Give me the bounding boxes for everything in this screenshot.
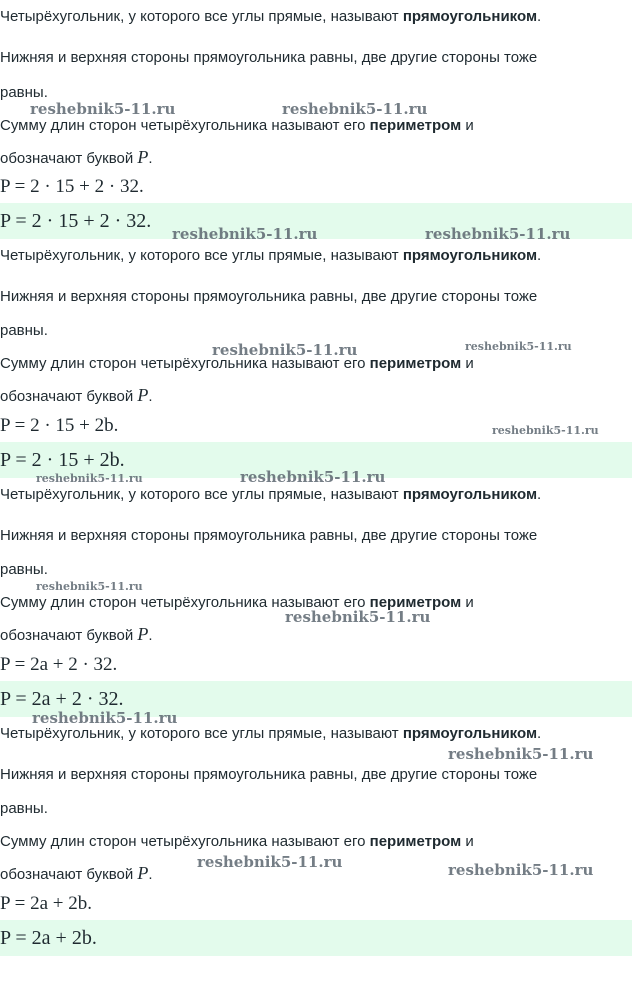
perimeter-notation — [0, 148, 632, 168]
answer-formula: P = 2a + 2b. — [0, 927, 97, 949]
perimeter-formula: P = 2 · 15 + 2b. — [0, 415, 119, 436]
sides-statement-end: равны. — [0, 84, 48, 101]
punctuation: . — [148, 866, 153, 883]
definition-text: Четырёхугольник, у которого все углы прямые, называют — [0, 247, 403, 264]
watermark: reshebnik5-11.ru — [285, 608, 431, 626]
watermark: reshebnik5-11.ru — [448, 861, 594, 879]
term-perimeter: периметром — [369, 833, 462, 850]
punctuation: . — [148, 627, 153, 644]
definition-text: Сумму длин сторон четырёхугольника называют его — [0, 594, 370, 611]
definition-text: Четырёхугольник, у которого все углы прямые, называют — [0, 8, 403, 25]
variable-p: P — [137, 385, 149, 405]
definition-text: и — [461, 117, 474, 134]
term-rectangle: прямоугольником — [402, 247, 538, 264]
definition-text: Сумму длин сторон четырёхугольника называют его — [0, 833, 370, 850]
watermark: reshebnik5-11.ru — [212, 341, 358, 359]
term-perimeter: периметром — [369, 355, 462, 372]
notation-text: обозначают буквой — [0, 627, 138, 644]
definition-perimeter — [0, 833, 632, 851]
sides-statement-end: равны. — [0, 322, 48, 339]
variable-p: P — [137, 863, 149, 883]
definition-perimeter — [0, 594, 632, 612]
definition-text: Четырёхугольник, у которого все углы прямые, называют — [0, 486, 403, 503]
term-rectangle: прямоугольником — [402, 725, 538, 742]
punctuation: . — [148, 388, 153, 405]
definition-text: и — [461, 355, 474, 372]
definition-rectangle — [0, 247, 632, 265]
variable-p: P — [137, 624, 149, 644]
watermark: reshebnik5-11.ru — [32, 709, 178, 727]
definition-text: и — [461, 833, 474, 850]
definition-rectangle — [0, 8, 632, 26]
punctuation: . — [537, 725, 542, 742]
sides-statement: Нижняя и верхняя стороны прямоугольника равны, две другие стороны тоже — [0, 288, 538, 305]
answer-box — [0, 681, 632, 717]
term-perimeter: периметром — [369, 117, 462, 134]
notation-text: обозначают буквой — [0, 150, 138, 167]
answer-formula: P = 2a + 2 · 32. — [0, 688, 124, 710]
sides-statement: Нижняя и верхняя стороны прямоугольника равны, две другие стороны тоже — [0, 766, 538, 783]
perimeter-formula: P = 2a + 2 · 32. — [0, 654, 118, 675]
perimeter-formula: P = 2 · 15 + 2 · 32. — [0, 176, 144, 197]
perimeter-notation — [0, 386, 632, 406]
variable-p: P — [137, 147, 149, 167]
punctuation: . — [537, 8, 542, 25]
perimeter-formula: P = 2a + 2b. — [0, 893, 92, 914]
answer-box — [0, 442, 632, 478]
watermark: reshebnik5-11.ru — [425, 225, 571, 243]
watermark: reshebnik5-11.ru — [197, 853, 343, 871]
watermark: reshebnik5-11.ru — [36, 472, 143, 485]
punctuation: . — [148, 150, 153, 167]
definition-rectangle — [0, 486, 632, 504]
answer-box — [0, 203, 632, 239]
watermark: reshebnik5-11.ru — [36, 580, 143, 593]
perimeter-notation — [0, 625, 632, 645]
definition-perimeter — [0, 117, 632, 135]
term-perimeter: периметром — [369, 594, 462, 611]
answer-formula: P = 2 · 15 + 2 · 32. — [0, 210, 152, 232]
watermark: reshebnik5-11.ru — [282, 100, 428, 118]
watermark: reshebnik5-11.ru — [30, 100, 176, 118]
term-rectangle: прямоугольником — [402, 486, 538, 503]
term-rectangle: прямоугольником — [402, 8, 538, 25]
punctuation: . — [537, 486, 542, 503]
sides-statement-end: равны. — [0, 800, 48, 817]
answer-box — [0, 920, 632, 956]
watermark: reshebnik5-11.ru — [465, 340, 572, 353]
punctuation: . — [537, 247, 542, 264]
definition-text: Сумму длин сторон четырёхугольника называют его — [0, 117, 370, 134]
watermark: reshebnik5-11.ru — [172, 225, 318, 243]
notation-text: обозначают буквой — [0, 866, 138, 883]
definition-text: Сумму длин сторон четырёхугольника называют его — [0, 355, 370, 372]
sides-statement: Нижняя и верхняя стороны прямоугольника равны, две другие стороны тоже — [0, 527, 538, 544]
sides-statement-end: равны. — [0, 561, 48, 578]
watermark: reshebnik5-11.ru — [240, 468, 386, 486]
sides-statement: Нижняя и верхняя стороны прямоугольника равны, две другие стороны тоже — [0, 49, 538, 66]
watermark: reshebnik5-11.ru — [492, 424, 599, 437]
definition-perimeter — [0, 355, 632, 373]
perimeter-notation — [0, 864, 632, 884]
answer-formula: P = 2 · 15 + 2b. — [0, 449, 125, 471]
definition-text: Четырёхугольник, у которого все углы прямые, называют — [0, 725, 403, 742]
definition-text: и — [461, 594, 474, 611]
watermark: reshebnik5-11.ru — [448, 745, 594, 763]
notation-text: обозначают буквой — [0, 388, 138, 405]
definition-rectangle — [0, 725, 632, 743]
